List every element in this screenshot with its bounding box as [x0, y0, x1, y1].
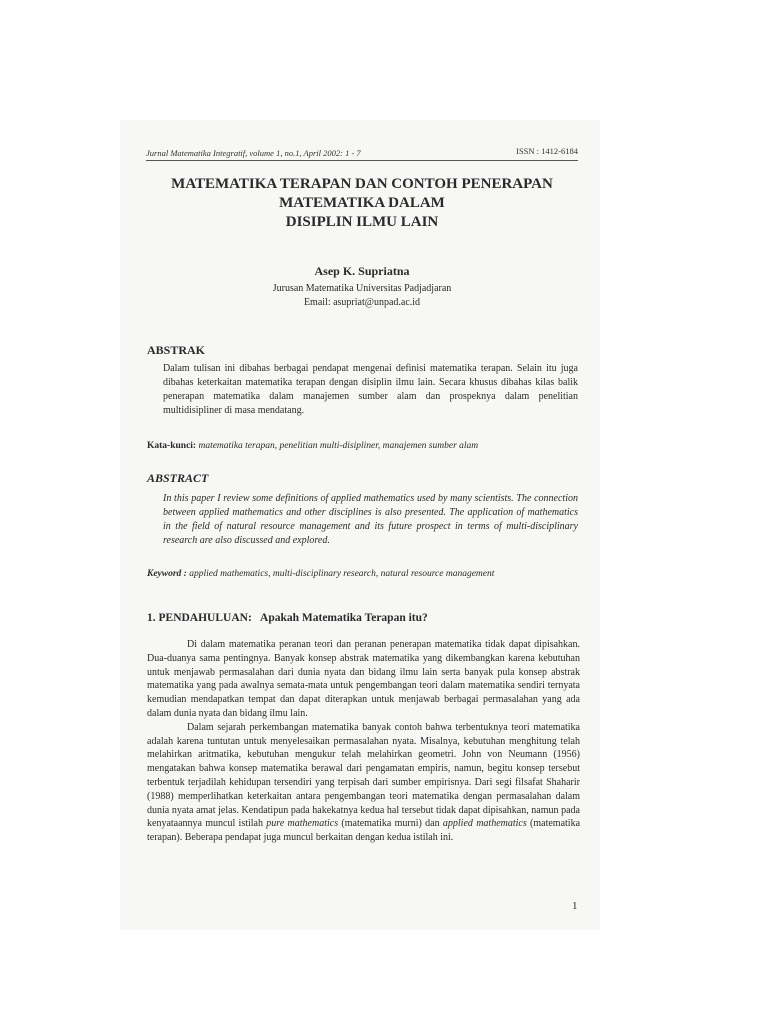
author-name: Asep K. Supriatna	[314, 264, 410, 278]
abstrak-keywords	[147, 440, 579, 453]
keyword-label: Keyword :	[147, 569, 187, 579]
issn: ISSN : 1412-6184	[516, 146, 578, 156]
abstract-heading: ABSTRACT	[147, 471, 209, 485]
author-email: Email: asupriat@unpad.ac.id	[303, 297, 421, 308]
keywords-label: Kata-kunci:	[147, 441, 197, 451]
keywords-text: matematika terapan, penelitian multi-disipliner, manajemen sumber alam	[198, 441, 479, 451]
running-header	[146, 146, 578, 161]
term-pure-mathematics: pure mathematics	[266, 818, 339, 830]
title-line-3: DISIPLIN ILMU LAIN	[285, 214, 439, 230]
page-number: 1	[572, 900, 578, 912]
paper-title	[146, 175, 578, 232]
section-1-body	[147, 638, 580, 845]
paragraph-2-text-b: (matematika murni) dan	[341, 818, 440, 830]
abstract-keywords	[147, 568, 579, 581]
title-line-2: MATEMATIKA DALAM	[279, 195, 445, 211]
author-affiliation: Jurusan Matematika Universitas Padjadjaran	[272, 283, 452, 294]
abstrak-heading: ABSTRAK	[147, 343, 206, 357]
title-line-1: MATEMATIKA TERAPAN DAN CONTOH PENERAPAN	[171, 176, 553, 192]
paragraph-1: Di dalam matematika peranan teori dan peranan penerapan matematika tidak dapat dipisahkan. Dua-duanya sama pentingnya. Banyak konsep abstrak matematika yang dikembangkan karena kebutuhan untuk menjawab permasalahan dari dunia nyata dan bidang ilmu lain serta banyak pula konsep abstrak matematika yang pada awalnya semata-mata untuk pengembangan teori dalam matematika sendiri ternyata kemudian mendapatkan tempat dan dapat diterapkan untuk menjawab berbagai permasalahan yang ada dalam dunia nyata dan bidang ilmu lain.	[147, 639, 580, 719]
abstrak-text: Dalam tulisan ini dibahas berbagai pendapat mengenai definisi matematika terapan. Selain itu juga dibahas keterkaitan matematika terapan dengan disiplin ilmu lain. Secara khusus dibahas kilas balik penerapan matematika dalam manajemen sumber alam dan prospeknya dalam penelitian multidisipliner di masa mendatang.	[163, 363, 578, 416]
section-1-heading	[147, 612, 428, 624]
paragraph-2	[147, 721, 580, 845]
paragraph-2-text-c: (matematika terapan). Beberapa pendapat juga muncul berkaitan dengan kedua istilah ini.	[147, 818, 581, 844]
paragraph-2-text-a: Dalam sejarah perkembangan matematika banyak contoh bahwa terbentuknya teori matematika adalah karena tuntutan untuk menyelesaikan permasalahan nyata. Misalnya, kebutuhan menghitung telah melahirkan aritmatika, kebutuhan mengukur telah melahirkan geometri. John von Neumann (1956) mengatakan bahwa konsep matematika berawal dari pengamatan empiris, namun, begitu konsep tersebut terbentuk terjadilah kehidupan tersendiri yang terpisah dari sumber empirisnya. Dari segi filsafat Shaharir (1988) memperlihatkan keterkaitan antara pengembangan teori matematika dengan permasalahan dalam dunia nyata amat jelas. Kendatipun pada hakekatnya kedua hal tersebut tidak dapat dipisahkan, namun pada kenyataannya muncul istilah	[147, 721, 580, 830]
section-1-number: 1. PENDAHULUAN:	[147, 612, 252, 624]
term-applied-mathematics: applied mathematics	[442, 818, 527, 830]
keyword-text: applied mathematics, multi-disciplinary research, natural resource management	[189, 569, 495, 579]
abstract-text: In this paper I review some definitions of applied mathematics used by many scientists. The connection between applied mathematics and other disciplines is also presented. The application of mathematics in the field of natural resource management and its future prospect in terms of multi-disciplinary research are also discussed and explored.	[163, 493, 578, 546]
journal-citation: Jurnal Matematika Integratif, volume 1, no.1, April 2002: 1 - 7	[146, 148, 361, 158]
section-1-title: Apakah Matematika Terapan itu?	[260, 612, 428, 624]
author-block	[146, 264, 578, 310]
